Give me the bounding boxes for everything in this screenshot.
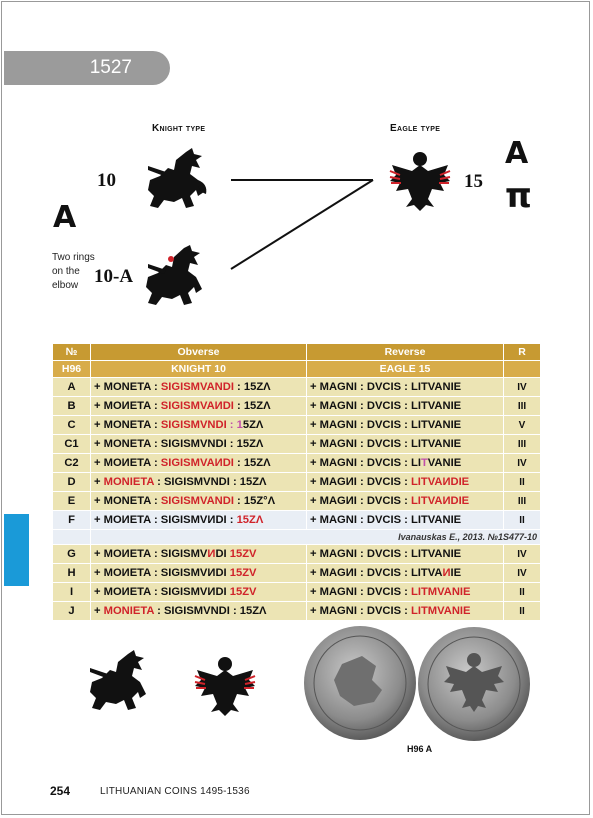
knight-small-image bbox=[88, 648, 158, 716]
obverse-legend-segment: : SIGISMVNDI : 15ZΛ bbox=[154, 476, 267, 488]
variant-id: B bbox=[53, 397, 91, 416]
reference-row bbox=[53, 530, 541, 545]
variant-id: H bbox=[53, 564, 91, 583]
variants-table bbox=[52, 344, 540, 621]
page-number: 254 bbox=[50, 784, 71, 798]
obverse-legend-segment: + bbox=[94, 476, 104, 488]
reverse-legend bbox=[307, 492, 504, 511]
obverse-legend-segment: 15ZV bbox=[229, 567, 257, 579]
variant-connector-lines bbox=[228, 176, 378, 274]
reverse-type: EAGLE 15 bbox=[307, 361, 504, 378]
right-letter-mark-1: A bbox=[505, 136, 529, 171]
table-subheader-row bbox=[53, 361, 541, 378]
reverse-legend-segment: + MAGNI : DVCIS : bbox=[310, 605, 412, 617]
reverse-legend-segment: LITVAИDIE bbox=[410, 476, 470, 488]
obverse-legend-segment: 15ZV bbox=[229, 548, 257, 560]
rarity: IV bbox=[504, 564, 541, 583]
knight-type-title: Knight type bbox=[152, 123, 206, 134]
reverse-legend-segment: T bbox=[420, 457, 428, 469]
obverse-legend bbox=[91, 473, 307, 492]
reverse-legend-segment: + MAGNI : DVCIS : LITVANIE bbox=[310, 381, 462, 393]
obverse-legend-segment: 15ZΛ bbox=[236, 514, 264, 526]
reverse-legend bbox=[307, 511, 504, 530]
obverse-legend-segment: И bbox=[207, 548, 216, 560]
rarity: II bbox=[504, 511, 541, 530]
column-header-reverse: Reverse bbox=[307, 344, 504, 361]
knight-10-image bbox=[146, 146, 216, 212]
reverse-legend bbox=[307, 378, 504, 397]
left-letter-mark: A bbox=[53, 200, 77, 235]
reverse-legend-segment: + MAGИI : DVCIS : LITVA bbox=[310, 567, 443, 579]
reverse-legend-segment: + MAGNI : DVCIS : LITVANIE bbox=[310, 514, 462, 526]
reverse-legend bbox=[307, 473, 504, 492]
eagle-15-image bbox=[385, 147, 455, 213]
obverse-legend-segment: : 15ZΛ bbox=[233, 381, 271, 393]
elbow-note-line: Two rings bbox=[52, 252, 95, 263]
obverse-legend-segment: : SIGISMVNDI : 15ZΛ bbox=[154, 605, 267, 617]
obverse-legend-segment: : 15ZΛ bbox=[233, 400, 271, 412]
obverse-legend-segment: + MONETA : bbox=[94, 495, 161, 507]
reverse-legend bbox=[307, 397, 504, 416]
eagle-type-title: Eagle type bbox=[390, 123, 441, 134]
reverse-legend-segment: И bbox=[442, 567, 451, 579]
obverse-legend-segment: MONIETA bbox=[103, 605, 154, 617]
reverse-legend-segment: IE bbox=[450, 567, 462, 579]
variant-id: A bbox=[53, 378, 91, 397]
reverse-legend bbox=[307, 416, 504, 435]
obverse-legend-segment: + MOИETA : SIGISMVИDI bbox=[94, 567, 230, 579]
reverse-legend-segment: LITVAИDIE bbox=[410, 495, 470, 507]
reverse-legend-segment: + MAGNI : DVCIS : LITVANIE bbox=[310, 438, 462, 450]
literature-reference: Ivanauskas E., 2013. №1S477-10 bbox=[91, 530, 541, 545]
reverse-legend bbox=[307, 435, 504, 454]
rarity: III bbox=[504, 397, 541, 416]
obverse-legend-segment: + bbox=[94, 605, 104, 617]
reverse-legend bbox=[307, 545, 504, 564]
rarity: II bbox=[504, 583, 541, 602]
column-header-rarity: R bbox=[504, 344, 541, 361]
knight-10a-image bbox=[146, 244, 216, 308]
obverse-legend-segment: MONIETA bbox=[103, 476, 154, 488]
rarity: IV bbox=[504, 454, 541, 473]
obverse-legend bbox=[91, 416, 307, 435]
variant-id: I bbox=[53, 583, 91, 602]
reverse-legend-segment: + MAGNI : DVCIS : LITVANIE bbox=[310, 548, 462, 560]
book-title: LITHUANIAN COINS 1495-1536 bbox=[100, 786, 250, 797]
rarity: III bbox=[504, 435, 541, 454]
table-row bbox=[53, 602, 541, 621]
obverse-legend-segment: + MOИETA : bbox=[94, 400, 161, 412]
table-row bbox=[53, 473, 541, 492]
coin-caption: H96 A bbox=[407, 744, 433, 754]
variant-id: C bbox=[53, 416, 91, 435]
obverse-legend-segment: : 1 bbox=[226, 419, 243, 431]
reverse-legend-segment: + MAGИI : DVCIS : bbox=[310, 495, 411, 507]
variant-id: E bbox=[53, 492, 91, 511]
year-tab: 1527 bbox=[4, 51, 170, 85]
variant-id: C2 bbox=[53, 454, 91, 473]
rarity: IV bbox=[504, 378, 541, 397]
elbow-note-line: on the bbox=[52, 266, 80, 277]
chapter-side-tab bbox=[4, 514, 29, 586]
rarity: II bbox=[504, 602, 541, 621]
eagle-number: 15 bbox=[464, 171, 483, 192]
obverse-legend-segment: SIGISMVANDI bbox=[160, 381, 234, 393]
obverse-legend-segment: SIGISMVAИDI bbox=[160, 400, 234, 412]
variant-id: D bbox=[53, 473, 91, 492]
rarity-empty bbox=[504, 361, 541, 378]
table-header-row bbox=[53, 344, 541, 361]
reverse-legend-segment: + MAGNI : DVCIS : LITVANIE bbox=[310, 419, 462, 431]
knight-number-1: 10 bbox=[97, 170, 116, 191]
obverse-legend-segment: + MOИETA : SIGISMVИDI : bbox=[94, 514, 237, 526]
obverse-legend bbox=[91, 511, 307, 530]
obverse-legend-segment: SIGISMVNDI bbox=[160, 419, 227, 431]
elbow-note bbox=[52, 251, 95, 293]
reverse-legend bbox=[307, 454, 504, 473]
variant-id: C1 bbox=[53, 435, 91, 454]
column-header-obverse: Obverse bbox=[91, 344, 307, 361]
variant-id: J bbox=[53, 602, 91, 621]
column-header-number: № bbox=[53, 344, 91, 361]
table-row bbox=[53, 583, 541, 602]
table-row bbox=[53, 378, 541, 397]
reverse-legend bbox=[307, 583, 504, 602]
obverse-legend-segment: : 15ZΛ bbox=[233, 457, 271, 469]
table-row bbox=[53, 435, 541, 454]
obverse-legend-segment: + MOИETA : SIGISMVИDI bbox=[94, 586, 230, 598]
table-row bbox=[53, 545, 541, 564]
obverse-type: KNIGHT 10 bbox=[91, 361, 307, 378]
reverse-legend bbox=[307, 564, 504, 583]
reverse-legend-segment: + MAGИI : DVCIS : bbox=[310, 476, 411, 488]
table-body bbox=[53, 378, 541, 621]
reverse-legend-segment: + MAGNI : DVCIS : LITVANIE bbox=[310, 400, 462, 412]
reverse-legend-segment: + MAGNI : DVCIS : bbox=[310, 586, 412, 598]
rarity: III bbox=[504, 492, 541, 511]
table-row bbox=[53, 416, 541, 435]
table-row bbox=[53, 511, 541, 530]
obverse-legend bbox=[91, 397, 307, 416]
table-row bbox=[53, 492, 541, 511]
obverse-legend-segment: + MONETA : bbox=[94, 419, 161, 431]
coin-photo-h96a bbox=[302, 624, 534, 742]
table-row bbox=[53, 397, 541, 416]
obverse-legend bbox=[91, 378, 307, 397]
obverse-legend-segment: + MONETA : bbox=[94, 381, 161, 393]
reverse-legend-segment: LITMVANIE bbox=[411, 605, 471, 617]
table-row bbox=[53, 564, 541, 583]
elbow-note-line: elbow bbox=[52, 280, 79, 291]
obverse-legend bbox=[91, 454, 307, 473]
type-code: H96 bbox=[53, 361, 91, 378]
rarity: V bbox=[504, 416, 541, 435]
obverse-legend-segment: SIGISMVAИDI bbox=[160, 457, 234, 469]
obverse-legend bbox=[91, 545, 307, 564]
reverse-legend-segment: LITMVANIE bbox=[411, 586, 471, 598]
obverse-legend-segment: + MONETA : SIGISMVNDI : 15ZΛ bbox=[94, 438, 264, 450]
obverse-legend-segment: 5ZΛ bbox=[242, 419, 264, 431]
variant-id: F bbox=[53, 511, 91, 530]
right-letter-mark-2: π bbox=[505, 176, 532, 216]
rarity: IV bbox=[504, 545, 541, 564]
reference-spacer bbox=[53, 530, 91, 545]
obverse-legend bbox=[91, 602, 307, 621]
obverse-legend-segment: + MOИETA : bbox=[94, 457, 161, 469]
rarity: II bbox=[504, 473, 541, 492]
reverse-legend bbox=[307, 602, 504, 621]
obverse-legend-segment: : 15Z°Λ bbox=[233, 495, 276, 507]
obverse-legend-segment: DI bbox=[215, 548, 230, 560]
obverse-legend bbox=[91, 564, 307, 583]
eagle-small-image bbox=[190, 652, 260, 718]
reverse-legend-segment: VANIE bbox=[427, 457, 462, 469]
table-row bbox=[53, 454, 541, 473]
obverse-legend-segment: + MOИETA : SIGISMV bbox=[94, 548, 208, 560]
obverse-legend bbox=[91, 583, 307, 602]
obverse-legend-segment: SIGISMVANDI bbox=[160, 495, 234, 507]
reverse-legend-segment: + MAGNI : DVCIS : LI bbox=[310, 457, 421, 469]
obverse-legend-segment: 15ZV bbox=[229, 586, 257, 598]
obverse-legend bbox=[91, 435, 307, 454]
variant-id: G bbox=[53, 545, 91, 564]
knight-number-2: 10-A bbox=[94, 266, 134, 287]
obverse-legend bbox=[91, 492, 307, 511]
